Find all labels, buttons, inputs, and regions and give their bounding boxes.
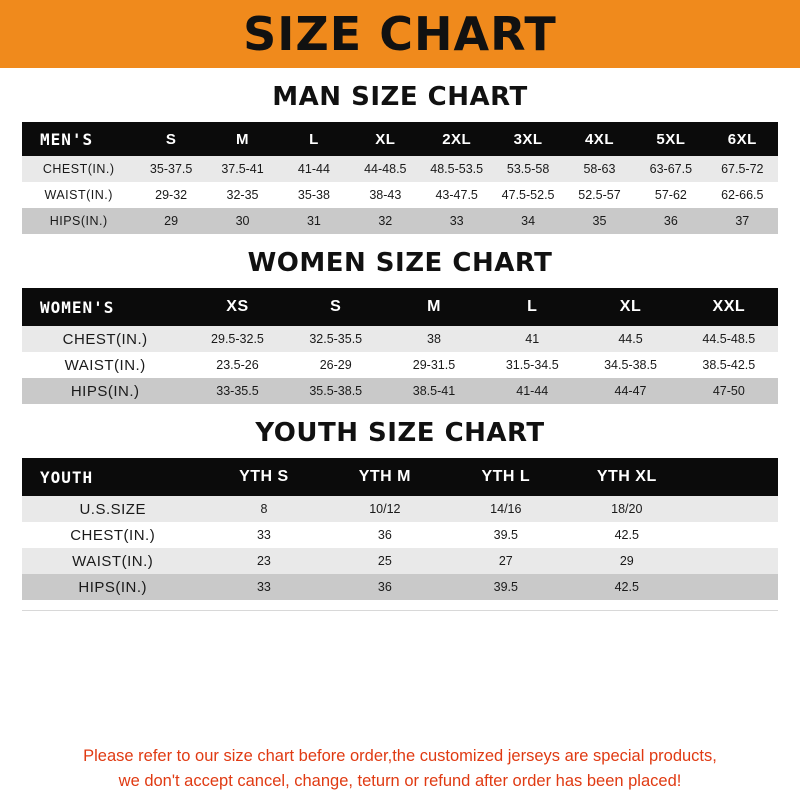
row-label: HIPS(IN.) <box>22 574 203 600</box>
table-cell: 29-31.5 <box>385 352 483 378</box>
table-cell: 38 <box>385 326 483 352</box>
table-cell: 31 <box>278 208 349 234</box>
table-cell: 29 <box>135 208 206 234</box>
table-header-cell: YTH XL <box>566 458 687 496</box>
table-cell: 47.5-52.5 <box>492 182 563 208</box>
table-row <box>22 496 778 522</box>
table-cell: 58-63 <box>564 156 635 182</box>
table-cell: 14/16 <box>445 496 566 522</box>
table-cell: 32.5-35.5 <box>287 326 385 352</box>
women-section-title: WOMEN SIZE CHART <box>247 248 553 278</box>
row-label: CHEST(IN.) <box>22 522 203 548</box>
table-header-cell: L <box>278 122 349 156</box>
table-cell: 29.5-32.5 <box>188 326 286 352</box>
row-label: CHEST(IN.) <box>22 156 135 182</box>
table-cell: 41-44 <box>483 378 581 404</box>
table-cell: 26-29 <box>287 352 385 378</box>
table-row <box>22 378 778 404</box>
women-size-section <box>0 248 800 404</box>
table-cell: 42.5 <box>566 574 687 600</box>
table-cell: 62-66.5 <box>707 182 778 208</box>
table-cell: 43-47.5 <box>421 182 492 208</box>
women-size-table <box>22 288 778 404</box>
table-header-row <box>22 458 778 496</box>
table-cell: 41-44 <box>278 156 349 182</box>
table-cell: 34.5-38.5 <box>581 352 679 378</box>
table-cell: 23.5-26 <box>188 352 286 378</box>
table-row <box>22 352 778 378</box>
table-cell: 38.5-42.5 <box>680 352 778 378</box>
table-cell: 18/20 <box>566 496 687 522</box>
row-label: WAIST(IN.) <box>22 352 188 378</box>
youth-size-table <box>22 458 778 600</box>
table-cell: 35-37.5 <box>135 156 206 182</box>
table-cell-spacer <box>687 496 778 522</box>
table-header-cell: 3XL <box>492 122 563 156</box>
table-cell: 36 <box>324 574 445 600</box>
table-cell: 23 <box>203 548 324 574</box>
table-cell: 33 <box>203 574 324 600</box>
row-label: WAIST(IN.) <box>22 548 203 574</box>
table-cell: 44-47 <box>581 378 679 404</box>
table-cell: 47-50 <box>680 378 778 404</box>
table-header-cell: YTH M <box>324 458 445 496</box>
table-header-cell: YTH S <box>203 458 324 496</box>
note-line-2: we don't accept cancel, change, teturn or refund after order has been placed! <box>118 771 682 790</box>
page-title: SIZE CHART <box>243 7 557 61</box>
table-header-cell: 5XL <box>635 122 706 156</box>
table-cell: 37 <box>707 208 778 234</box>
table-header-cell: XL <box>581 288 679 326</box>
table-cell: 41 <box>483 326 581 352</box>
table-cell: 44.5-48.5 <box>680 326 778 352</box>
table-cell: 63-67.5 <box>635 156 706 182</box>
table-cell: 35-38 <box>278 182 349 208</box>
table-cell: 48.5-53.5 <box>421 156 492 182</box>
table-row <box>22 548 778 574</box>
table-cell: 53.5-58 <box>492 156 563 182</box>
row-label: WAIST(IN.) <box>22 182 135 208</box>
table-cell: 44-48.5 <box>350 156 421 182</box>
table-header-cell: MEN'S <box>22 122 135 156</box>
header-banner <box>0 0 800 68</box>
table-header-cell: YOUTH <box>22 458 203 496</box>
table-cell: 38-43 <box>350 182 421 208</box>
table-cell: 34 <box>492 208 563 234</box>
table-row <box>22 574 778 600</box>
table-row <box>22 522 778 548</box>
table-cell: 25 <box>324 548 445 574</box>
table-cell: 35.5-38.5 <box>287 378 385 404</box>
table-header-cell: 6XL <box>707 122 778 156</box>
row-label: HIPS(IN.) <box>22 378 188 404</box>
table-cell: 67.5-72 <box>707 156 778 182</box>
table-header-cell: 2XL <box>421 122 492 156</box>
table-cell: 39.5 <box>445 574 566 600</box>
order-policy-note <box>0 743 800 794</box>
table-cell: 35 <box>564 208 635 234</box>
table-cell: 29 <box>566 548 687 574</box>
table-cell: 32-35 <box>207 182 278 208</box>
table-cell: 39.5 <box>445 522 566 548</box>
footer-divider <box>22 610 778 611</box>
table-cell-spacer <box>687 548 778 574</box>
youth-size-section <box>0 418 800 600</box>
table-cell: 32 <box>350 208 421 234</box>
table-header-cell: 4XL <box>564 122 635 156</box>
table-cell: 31.5-34.5 <box>483 352 581 378</box>
table-header-spacer <box>687 458 778 496</box>
man-size-table <box>22 122 778 234</box>
table-header-row <box>22 288 778 326</box>
table-header-cell: M <box>385 288 483 326</box>
man-size-section <box>0 82 800 234</box>
table-header-cell: XS <box>188 288 286 326</box>
table-cell: 33-35.5 <box>188 378 286 404</box>
table-row <box>22 208 778 234</box>
table-header-cell: M <box>207 122 278 156</box>
table-cell: 33 <box>203 522 324 548</box>
table-cell: 29-32 <box>135 182 206 208</box>
table-cell: 44.5 <box>581 326 679 352</box>
note-line-1: Please refer to our size chart before order,the customized jerseys are special products, <box>83 747 717 766</box>
table-header-cell: WOMEN'S <box>22 288 188 326</box>
table-cell: 42.5 <box>566 522 687 548</box>
table-header-cell: XL <box>350 122 421 156</box>
table-header-row <box>22 122 778 156</box>
table-cell: 37.5-41 <box>207 156 278 182</box>
table-cell: 52.5-57 <box>564 182 635 208</box>
table-header-cell: XXL <box>680 288 778 326</box>
row-label: CHEST(IN.) <box>22 326 188 352</box>
table-cell: 30 <box>207 208 278 234</box>
table-cell: 38.5-41 <box>385 378 483 404</box>
table-cell: 8 <box>203 496 324 522</box>
table-cell: 36 <box>324 522 445 548</box>
table-header-cell: S <box>135 122 206 156</box>
row-label: U.S.SIZE <box>22 496 203 522</box>
table-header-cell: YTH L <box>445 458 566 496</box>
table-cell-spacer <box>687 574 778 600</box>
row-label: HIPS(IN.) <box>22 208 135 234</box>
table-row <box>22 326 778 352</box>
table-row <box>22 156 778 182</box>
table-cell-spacer <box>687 522 778 548</box>
youth-section-title: YOUTH SIZE CHART <box>255 418 545 448</box>
table-header-cell: S <box>287 288 385 326</box>
table-cell: 57-62 <box>635 182 706 208</box>
table-row <box>22 182 778 208</box>
man-section-title: MAN SIZE CHART <box>272 82 528 112</box>
table-header-cell: L <box>483 288 581 326</box>
table-cell: 36 <box>635 208 706 234</box>
table-cell: 33 <box>421 208 492 234</box>
table-cell: 10/12 <box>324 496 445 522</box>
table-cell: 27 <box>445 548 566 574</box>
